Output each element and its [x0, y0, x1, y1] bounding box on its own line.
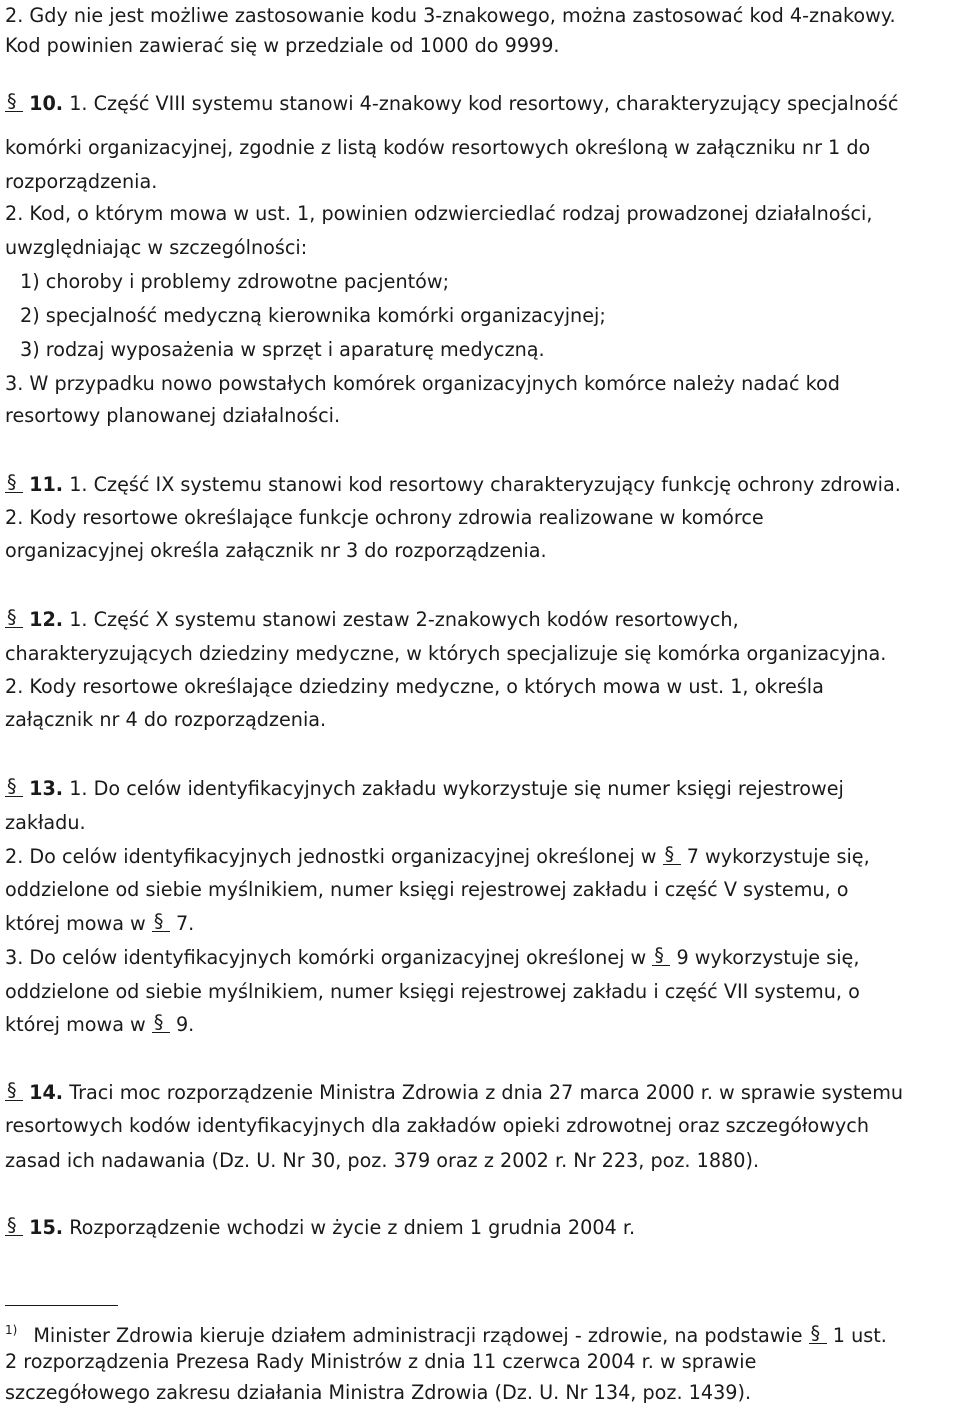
footnote-line: 2 rozporządzenia Prezesa Rady Ministrów z dnia 11 czerwca 2004 r. w sprawie — [5, 1350, 757, 1373]
paragraph-line: 2. Gdy nie jest możliwe zastosowanie kodu 3-znakowego, można zastosować kod 4-znakowy. — [5, 4, 896, 27]
paragraph-line: 2. Do celów identyfikacyjnych jednostki organizacyjnej określonej w § 7 wykorzystuje się, — [5, 843, 870, 868]
paragraph-text: 1. Część IX systemu stanowi kod resortowy charakteryzujący funkcję ochrony zdrowia. — [63, 473, 901, 496]
section-13-heading-line — [5, 773, 844, 805]
paragraph-text: 1. Część VIII systemu stanowi 4-znakowy kod resortowy, charakteryzujący specjalność — [63, 92, 899, 115]
paragraph-text: Rozporządzenie wchodzi w życie z dniem 1 grudnia 2004 r. — [63, 1216, 636, 1239]
paragraph-line: 3. W przypadku nowo powstałych komórek organizacyjnych komórce należy nadać kod — [5, 372, 840, 395]
paragraph-text: 1. Część X systemu stanowi zestaw 2-znakowych kodów resortowych, — [63, 608, 739, 631]
paragraph-line: rozporządzenia. — [5, 170, 158, 193]
section-number: 13. — [29, 777, 64, 800]
paragraph-line: 2. Kod, o którym mowa w ust. 1, powinien odzwierciedlać rodzaj prowadzonej działalności, — [5, 202, 873, 225]
footnote-line: $^{1)}$ Minister Zdrowia kieruje działem administracji rządowej - zdrowie, na podstawie § 1 ust. — [5, 1322, 887, 1347]
list-item: 3) rodzaj wyposażenia w sprzęt i aparaturę medyczną. — [20, 338, 545, 361]
paragraph-line: organizacyjnej określa załącznik nr 3 do rozporządzenia. — [5, 539, 547, 562]
paragraph-line: 2. Kody resortowe określające dziedziny medyczne, o których mowa w ust. 1, określa — [5, 675, 824, 698]
paragraph-line: resortowych kodów identyfikacyjnych dla zakładów opieki zdrowotnej oraz szczegółowych — [5, 1114, 869, 1137]
paragraph-line: 2. Kody resortowe określające funkcje ochrony zdrowia realizowane w komórce — [5, 506, 764, 529]
section-number: 14. — [29, 1081, 64, 1104]
section-sign-icon: § — [5, 607, 23, 629]
section-number: 11. — [29, 473, 64, 496]
footnote-marker: 1) — [5, 1323, 18, 1337]
section-15-heading-line — [5, 1212, 635, 1244]
section-12-heading-line — [5, 604, 739, 636]
paragraph-line: oddzielone od siebie myślnikiem, numer księgi rejestrowej zakładu i część V systemu, o — [5, 878, 849, 901]
section-sign-icon: § — [5, 776, 23, 798]
paragraph-line: komórki organizacyjnej, zgodnie z listą kodów resortowych określoną w załączniku nr 1 do — [5, 136, 871, 159]
section-sign-icon: § — [5, 472, 23, 494]
paragraph-line: uwzględniając w szczególności: — [5, 236, 308, 259]
section-number: 15. — [29, 1216, 64, 1239]
section-sign-icon: § — [152, 911, 170, 933]
paragraph-line: Kod powinien zawierać się w przedziale od 1000 do 9999. — [5, 34, 560, 57]
section-sign-icon: § — [5, 1215, 23, 1237]
paragraph-line: której mowa w § 7. — [5, 910, 195, 935]
paragraph-line: 3. Do celów identyfikacyjnych komórki organizacyjnej określonej w § 9 wykorzystuje się, — [5, 944, 860, 969]
list-item: 1) choroby i problemy zdrowotne pacjentów; — [20, 270, 450, 293]
paragraph-line: której mowa w § 9. — [5, 1011, 195, 1036]
section-sign-icon: § — [652, 945, 670, 967]
list-item: 2) specjalność medyczną kierownika komórki organizacyjnej; — [20, 304, 606, 327]
paragraph-text: Traci moc rozporządzenie Ministra Zdrowia z dnia 27 marca 2000 r. w sprawie systemu — [63, 1081, 904, 1104]
footnote-divider — [5, 1305, 118, 1306]
section-sign-icon: § — [663, 844, 681, 866]
paragraph-line: charakteryzujących dziedziny medyczne, w których specjalizuje się komórka organizacyjna. — [5, 642, 887, 665]
footnote-line: szczegółowego zakresu działania Ministra Zdrowia (Dz. U. Nr 134, poz. 1439). — [5, 1381, 752, 1404]
section-sign-icon: § — [5, 91, 23, 113]
paragraph-line: zakładu. — [5, 811, 86, 834]
section-14-heading-line — [5, 1077, 903, 1109]
paragraph-line: zasad ich nadawania (Dz. U. Nr 30, poz. 379 oraz z 2002 r. Nr 223, poz. 1880). — [5, 1149, 760, 1172]
paragraph-text: 1. Do celów identyfikacyjnych zakładu wykorzystuje się numer księgi rejestrowej — [63, 777, 844, 800]
section-sign-icon: § — [152, 1012, 170, 1034]
paragraph-line: oddzielone od siebie myślnikiem, numer księgi rejestrowej zakładu i część VII systemu, o — [5, 980, 860, 1003]
section-number: 10. — [29, 92, 64, 115]
section-number: 12. — [29, 608, 64, 631]
section-10-heading-line — [5, 88, 898, 120]
section-sign-icon: § — [5, 1080, 23, 1102]
paragraph-line: załącznik nr 4 do rozporządzenia. — [5, 708, 327, 731]
paragraph-line: resortowy planowanej działalności. — [5, 404, 341, 427]
section-11-heading-line — [5, 469, 901, 501]
section-sign-icon: § — [809, 1323, 827, 1345]
